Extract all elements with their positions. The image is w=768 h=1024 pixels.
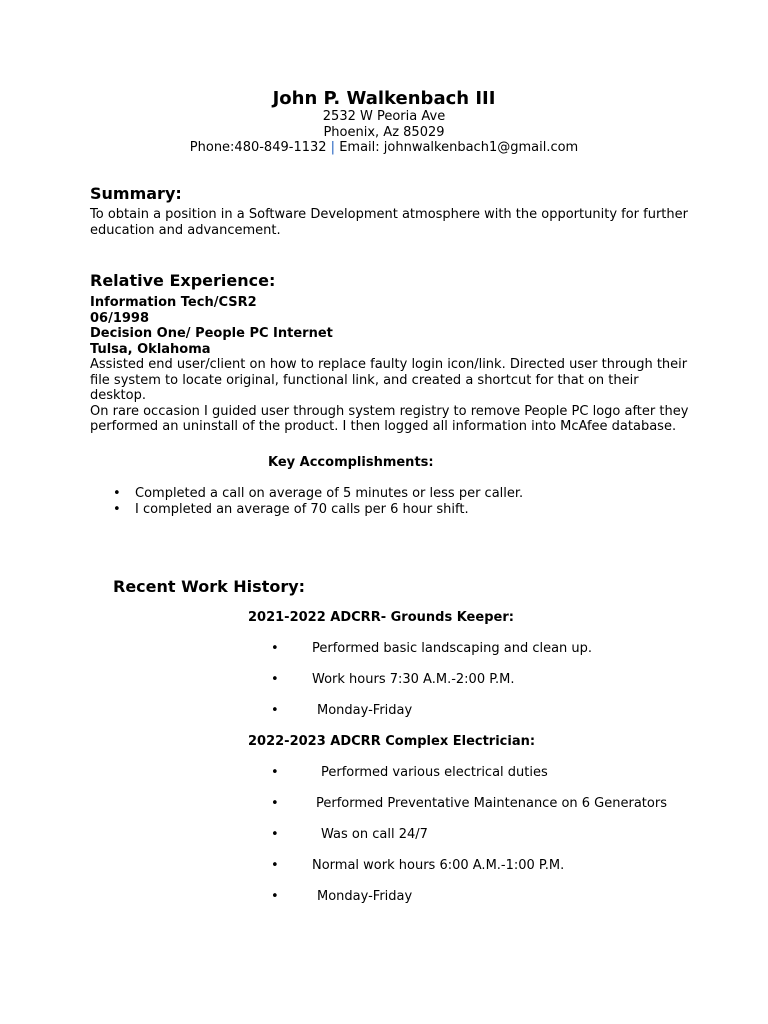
job1-bullet-text: Work hours 7:30 A.M.-2:00 P.M. <box>312 672 515 687</box>
address-line-2: Phoenix, Az 85029 <box>323 125 445 140</box>
job-title: Information Tech/CSR2 <box>90 295 257 310</box>
work-history-heading: Recent Work History: <box>113 577 306 596</box>
summary-heading: Summary: <box>90 184 182 203</box>
accomplishment-text: Completed a call on average of 5 minutes or less per caller. <box>135 486 524 501</box>
bullet-glyph: • <box>271 827 279 842</box>
summary-text-line-1: To obtain a position in a Software Development atmosphere with the opportunity for further <box>90 207 688 222</box>
job-location: Tulsa, Oklahoma <box>90 342 211 357</box>
job2-title: 2022-2023 ADCRR Complex Electrician: <box>248 734 536 749</box>
job-date: 06/1998 <box>90 311 150 326</box>
bullet-glyph: • <box>271 641 279 656</box>
job2-bullet-text: Normal work hours 6:00 A.M.-1:00 P.M. <box>312 858 565 873</box>
bullet-glyph: • <box>271 703 279 718</box>
job2-bullet-text: Was on call 24/7 <box>321 827 428 842</box>
job-desc-line-1: Assisted end user/client on how to replace faulty login icon/link. Directed user through their <box>90 357 688 372</box>
bullet-glyph: • <box>271 765 279 780</box>
bullet-glyph: • <box>113 486 121 501</box>
summary-text-line-2: education and advancement. <box>90 223 281 238</box>
job1-bullet-text: Monday-Friday <box>317 703 413 718</box>
bullet-glyph: • <box>271 889 279 904</box>
bullet-glyph: • <box>271 796 279 811</box>
resume-name: John P. Walkenbach III <box>272 88 496 109</box>
job1-bullet-text: Performed basic landscaping and clean up. <box>312 641 593 656</box>
job2-bullet-text: Monday-Friday <box>317 889 413 904</box>
experience-heading: Relative Experience: <box>90 271 276 290</box>
job1-title: 2021-2022 ADCRR- Grounds Keeper: <box>248 610 514 625</box>
job-desc-line-5: performed an uninstall of the product. I then logged all information into McAfee database. <box>90 419 677 434</box>
contact-line <box>0 140 768 156</box>
job-desc-line-4: On rare occasion I guided user through system registry to remove People PC logo after they <box>90 404 689 419</box>
accomplishment-text: I completed an average of 70 calls per 6 hour shift. <box>135 502 469 517</box>
bullet-glyph: • <box>113 502 121 517</box>
bullet-glyph: • <box>271 672 279 687</box>
job-company: Decision One/ People PC Internet <box>90 326 333 341</box>
address-line-1: 2532 W Peoria Ave <box>322 109 446 124</box>
bullet-glyph: • <box>271 858 279 873</box>
contact-separator: | <box>330 140 336 155</box>
job2-bullet-text: Performed various electrical duties <box>321 765 548 780</box>
job-desc-line-2: file system to locate original, functional link, and created a shortcut for that on their <box>90 373 639 388</box>
email-text: Email: johnwalkenbach1@gmail.com <box>339 140 579 155</box>
job-desc-line-3: desktop. <box>90 388 146 403</box>
accomplishments-heading: Key Accomplishments: <box>268 455 434 470</box>
phone-text: Phone:480-849-1132 <box>189 140 327 155</box>
job2-bullet-text: Performed Preventative Maintenance on 6 Generators <box>316 796 667 811</box>
